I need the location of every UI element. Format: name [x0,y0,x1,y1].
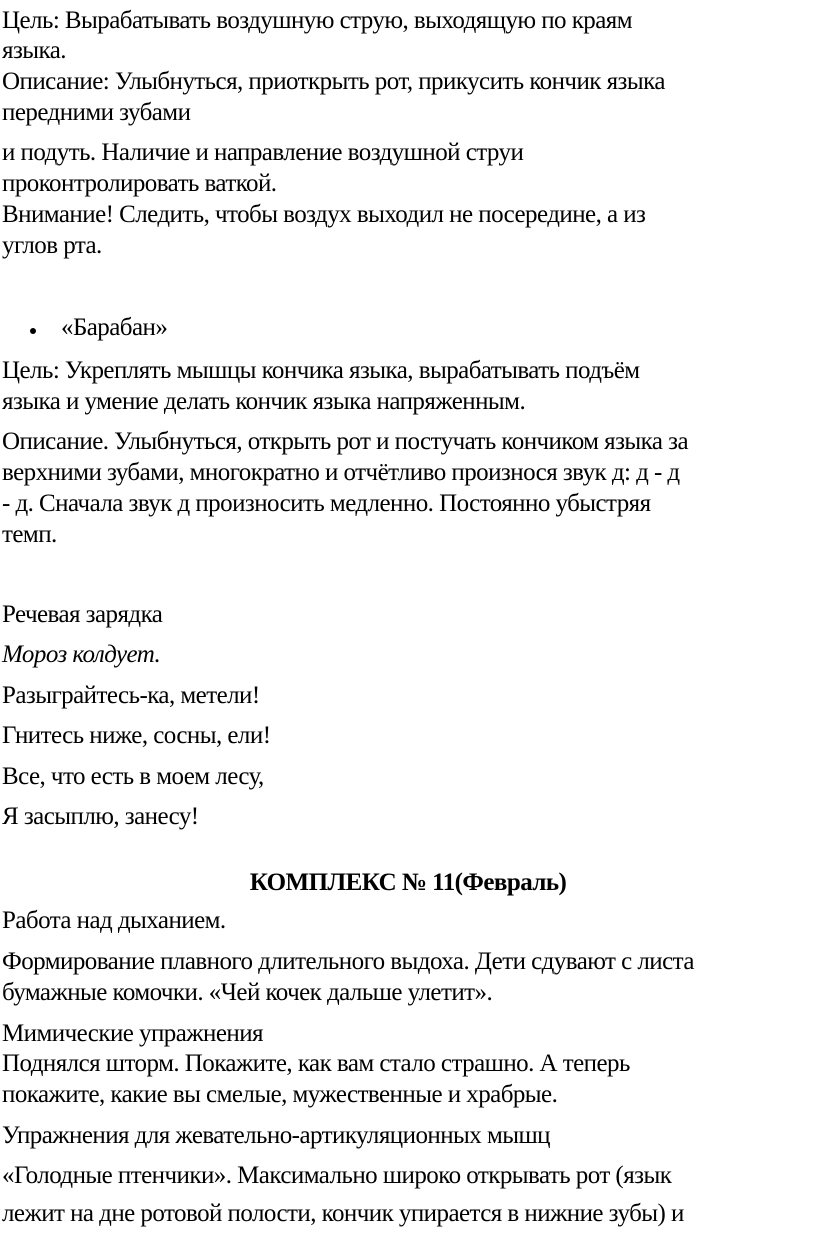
mimic-heading: Мимические упражнения [2,1020,263,1047]
complex-title: КОМПЛЕКС № 11(Февраль) [249,869,567,896]
breathing-line-1: Формирование плавного длительного выдоха. Дети сдувают с листа [2,948,694,975]
breathing-line-2: бумажные комочки. «Чей кочек дальше улетит». [2,979,493,1006]
attention-line-2: углов рта. [2,232,102,259]
poem-line-2: Гнитесь ниже, сосны, ели! [2,722,271,749]
goal-line-1: Цель: Вырабатывать воздушную струю, выходящую по краям [2,7,633,34]
description-line-1: Описание: Улыбнуться, приоткрыть рот, прикусить кончик языка [2,68,665,95]
poem-line-4: Я засыплю, занесу! [2,803,199,830]
description-line-3: - д. Сначала звук д произносить медленно. Постоянно убыстряя [2,490,651,517]
description-line-1: Описание. Улыбнуться, открыть рот и постучать кончиком языка за [2,428,689,455]
exercise-title: «Барабан» [61,314,168,341]
poem-title: Мороз колдует. [2,641,161,668]
description-line-3: и подуть. Наличие и направление воздушной струи [2,139,524,166]
description-line-2: верхними зубами, многократно и отчётливо произнося звук д: д - д [2,459,680,486]
description-line-4: темп. [2,521,57,548]
description-line-2: передними зубами [2,99,191,126]
mimic-line-2: покажите, какие вы смелые, мужественные и храбрые. [2,1081,558,1108]
goal-line-2: языка. [2,37,66,64]
description-line-4: проконтролировать ваткой. [2,170,277,197]
chewing-heading: Упражнения для жевательно-артикуляционных мышц [2,1122,550,1149]
chewing-line-1: «Голодные птенчики». Максимально широко открывать рот (язык [2,1162,672,1189]
goal-line-2: языка и умение делать кончик языка напряженным. [2,388,526,415]
bullet-dot-icon [30,328,36,334]
poem-line-1: Разыграйтесь-ка, метели! [2,682,260,709]
poem-line-3: Все, что есть в моем лесу, [2,763,264,790]
chewing-line-2: лежит на дне ротовой полости, кончик упирается в нижние зубы) и [2,1200,684,1227]
attention-line-1: Внимание! Следить, чтобы воздух выходил не посередине, а из [2,201,646,228]
mimic-line-1: Поднялся шторм. Покажите, как вам стало страшно. А теперь [2,1050,630,1077]
breathing-heading: Работа над дыханием. [2,907,226,934]
goal-line-1: Цель: Укреплять мышцы кончика языка, вырабатывать подъём [2,357,640,384]
speech-heading: Речевая зарядка [2,601,163,628]
